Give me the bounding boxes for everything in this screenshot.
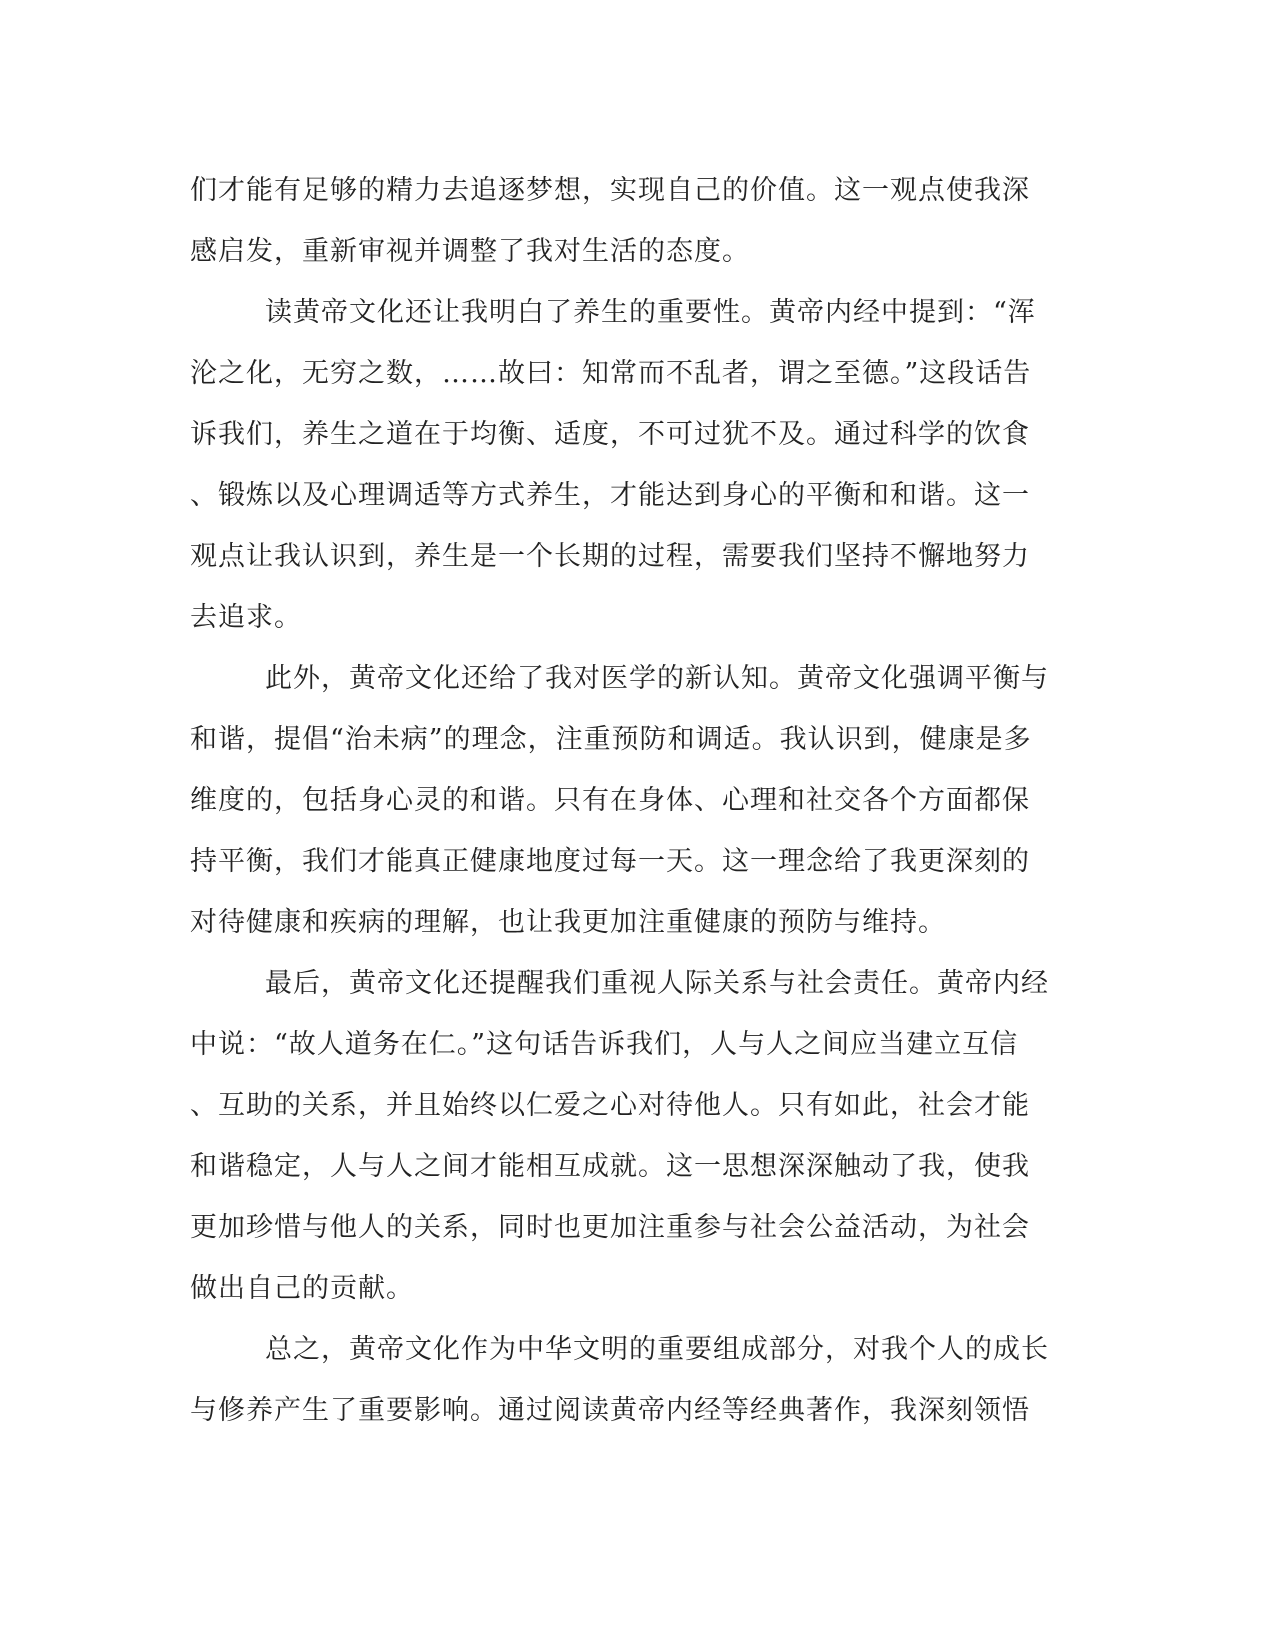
paragraph: [190, 1319, 1070, 1441]
text-line: 去追求。: [190, 602, 302, 633]
text-line: 最后，黄帝文化还提醒我们重视人际关系与社会责任。黄帝内经: [265, 968, 1049, 999]
text-line: 中说：“故人道务在仁。”这句话告诉我们，人与人之间应当建立互信: [190, 1029, 1019, 1060]
text-line: 对待健康和疾病的理解，也让我更加注重健康的预防与维持。: [190, 907, 946, 938]
text-line: 观点让我认识到，养生是一个长期的过程，需要我们坚持不懈地努力: [190, 541, 1030, 572]
text-line: 持平衡，我们才能真正健康地度过每一天。这一理念给了我更深刻的: [190, 846, 1030, 877]
text-line: 此外，黄帝文化还给了我对医学的新认知。黄帝文化强调平衡与: [265, 663, 1049, 694]
text-line: 与修养产生了重要影响。通过阅读黄帝内经等经典著作，我深刻领悟: [190, 1395, 1030, 1426]
paragraph: [190, 282, 1070, 648]
paragraph: [190, 953, 1070, 1319]
text-line: 感启发，重新审视并调整了我对生活的态度。: [190, 236, 750, 267]
text-line: 读黄帝文化还让我明白了养生的重要性。黄帝内经中提到：“浑: [265, 297, 1036, 328]
body-text: [190, 160, 1070, 1441]
text-line: 诉我们，养生之道在于均衡、适度，不可过犹不及。通过科学的饮食: [190, 419, 1030, 450]
text-line: 、互助的关系，并且始终以仁爱之心对待他人。只有如此，社会才能: [190, 1090, 1030, 1121]
text-line: 更加珍惜与他人的关系，同时也更加注重参与社会公益活动，为社会: [190, 1212, 1030, 1243]
text-line: 沦之化，无穷之数，……故曰：知常而不乱者，谓之至德。”这段话告: [190, 358, 1032, 389]
text-line: 维度的，包括身心灵的和谐。只有在身体、心理和社交各个方面都保: [190, 785, 1030, 816]
text-line: 和谐稳定，人与人之间才能相互成就。这一思想深深触动了我，使我: [190, 1151, 1030, 1182]
paragraph: [190, 648, 1070, 953]
text-line: 做出自己的贡献。: [190, 1273, 414, 1304]
text-line: 们才能有足够的精力去追逐梦想，实现自己的价值。这一观点使我深: [190, 175, 1030, 206]
text-line: 总之，黄帝文化作为中华文明的重要组成部分，对我个人的成长: [265, 1334, 1049, 1365]
text-line: 和谐，提倡“治未病”的理念，注重预防和调适。我认识到，健康是多: [190, 724, 1032, 755]
text-line: 、锻炼以及心理调适等方式养生，才能达到身心的平衡和和谐。这一: [190, 480, 1030, 511]
paragraph: [190, 160, 1070, 282]
